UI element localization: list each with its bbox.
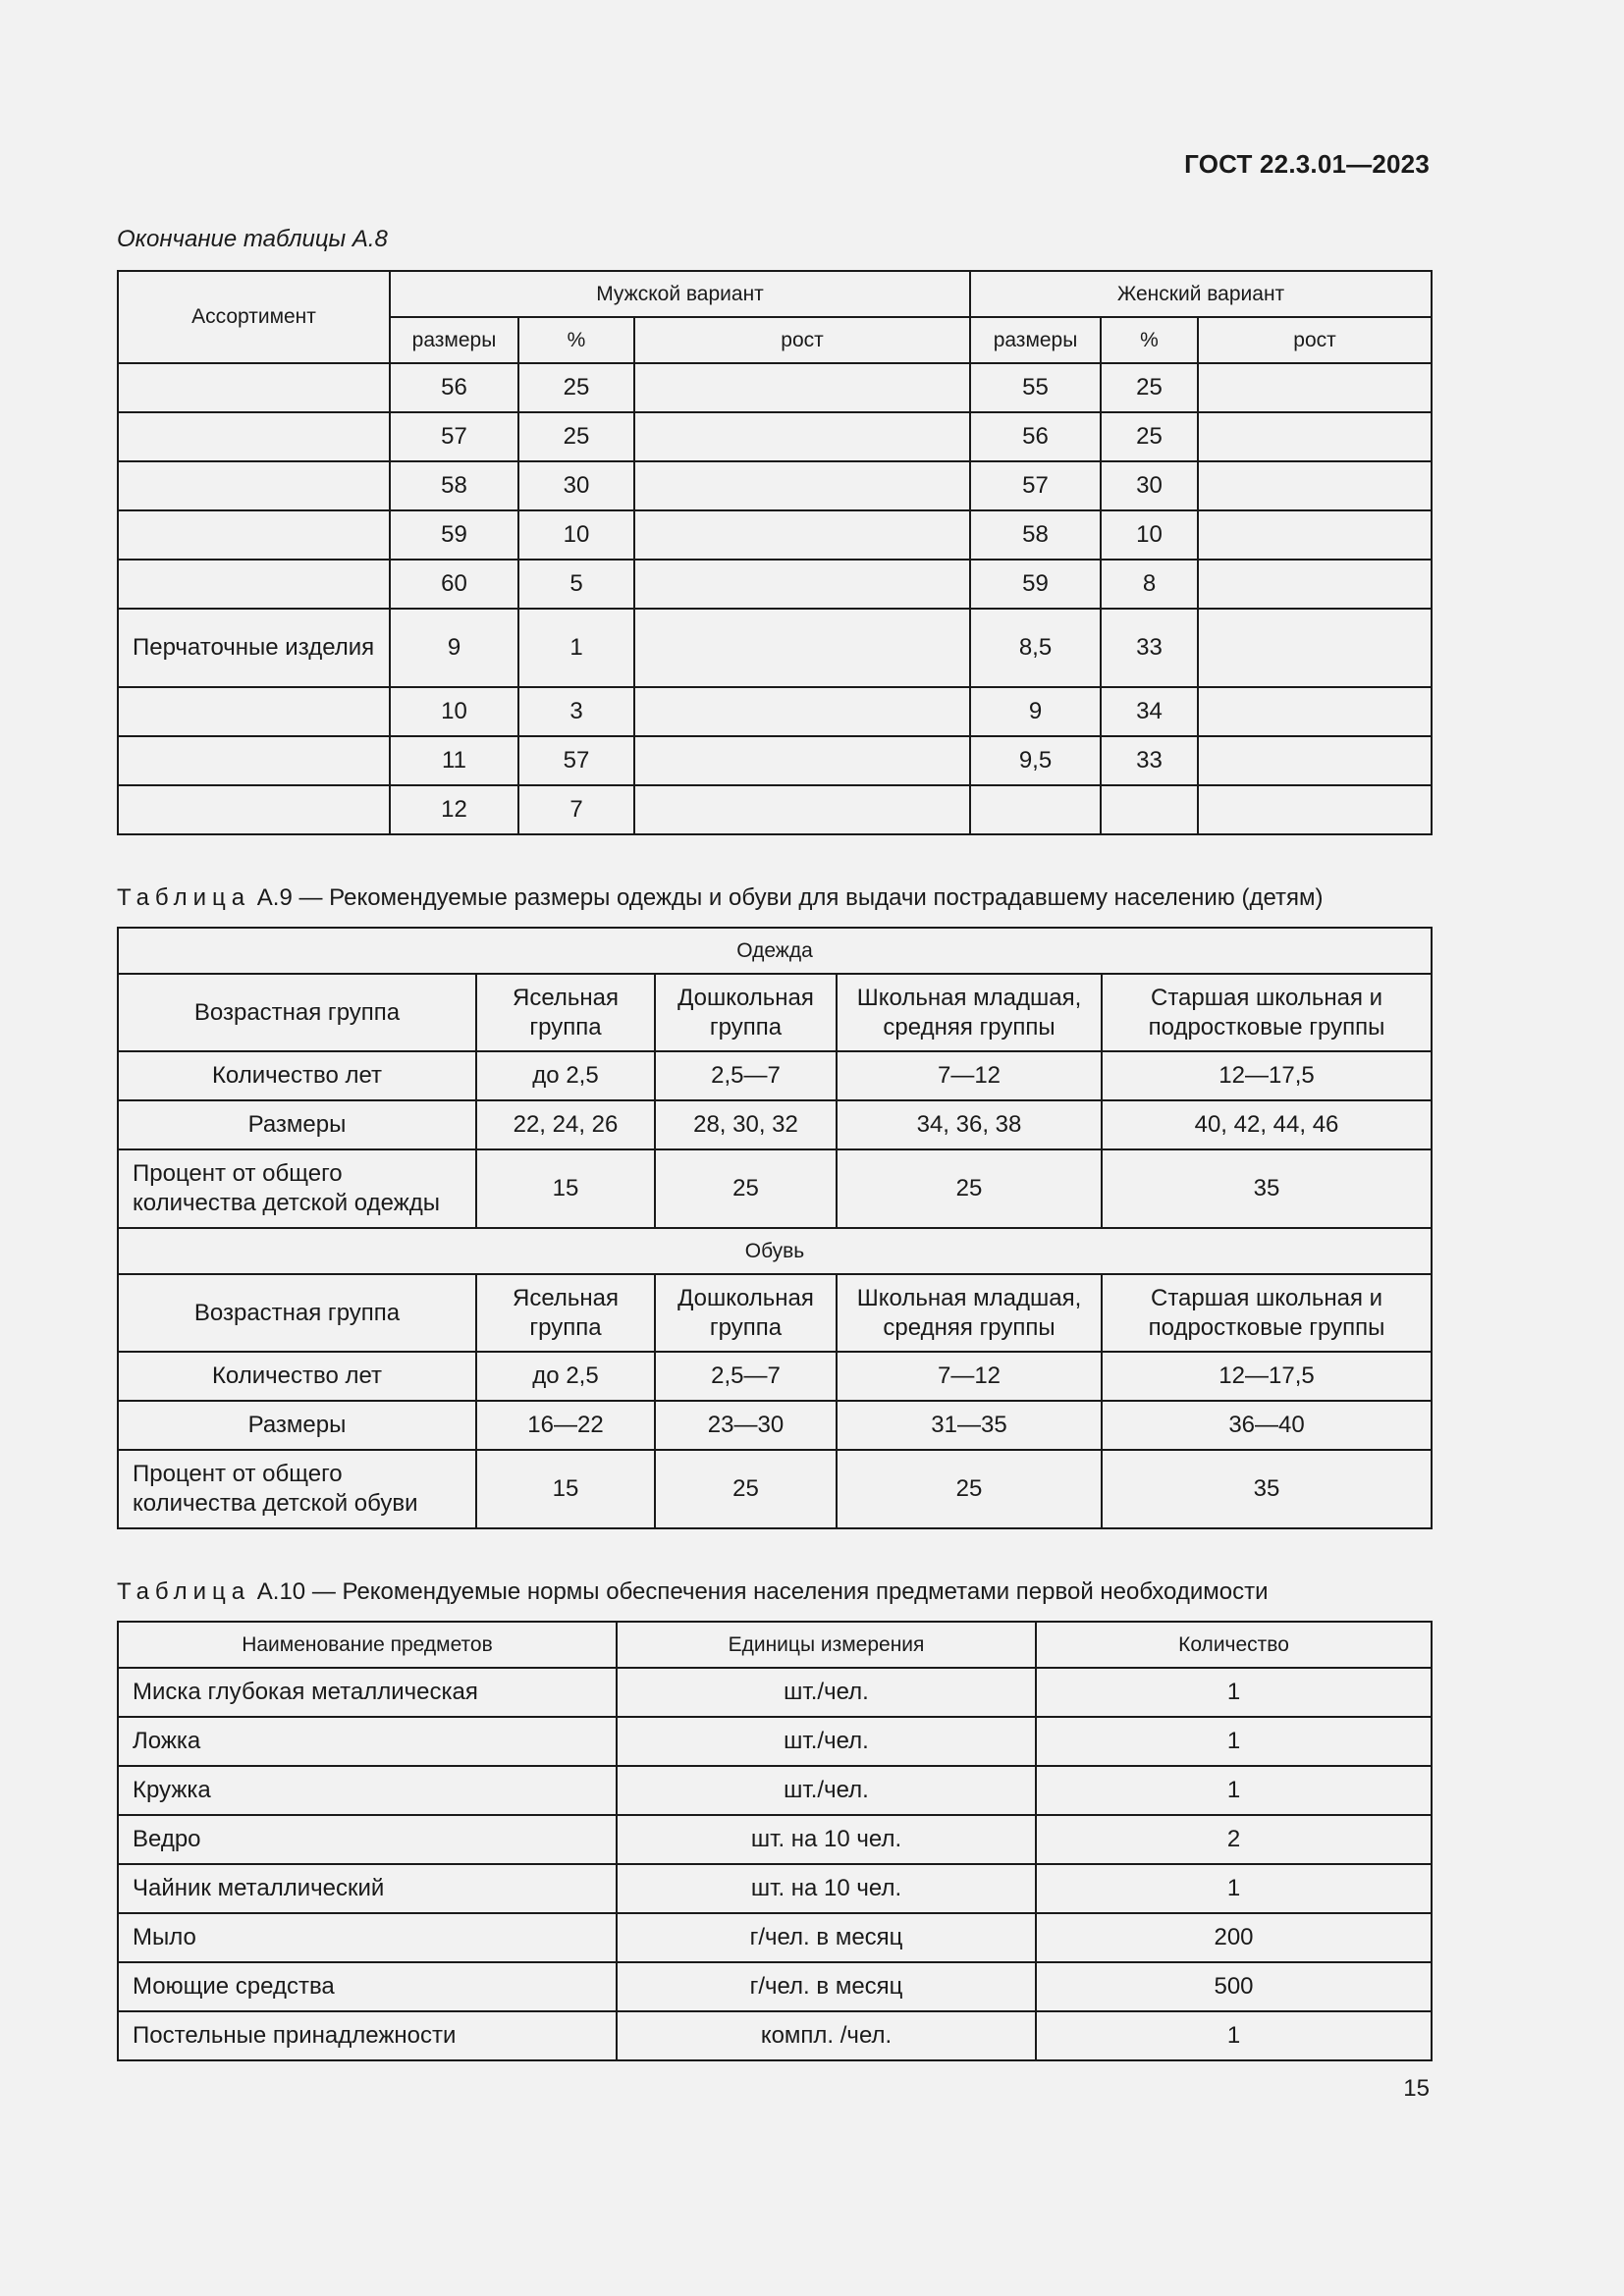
cell-unit: шт./чел. bbox=[617, 1717, 1036, 1766]
table-row bbox=[118, 785, 1432, 834]
cell-value: 35 bbox=[1102, 1149, 1432, 1228]
cell-male-percent: 57 bbox=[518, 736, 634, 785]
row-label: Возрастная группа bbox=[118, 1274, 476, 1352]
cell-value: Ясельная группа bbox=[476, 974, 655, 1051]
cell-value: 28, 30, 32 bbox=[655, 1100, 837, 1149]
cell-quantity: 200 bbox=[1036, 1913, 1432, 1962]
cell-male-height bbox=[634, 363, 970, 412]
table-row bbox=[118, 974, 1432, 1051]
cell-male-size: 10 bbox=[390, 687, 518, 736]
cell-value: Школьная младшая, средняя группы bbox=[837, 1274, 1102, 1352]
section-title-clothing: Одежда bbox=[118, 928, 1432, 974]
cell-male-height bbox=[634, 461, 970, 510]
cell-female-size: 9 bbox=[970, 687, 1101, 736]
cell-item-name: Чайник металлический bbox=[118, 1864, 617, 1913]
cell-item-name: Мыло bbox=[118, 1913, 617, 1962]
table-row bbox=[118, 1766, 1432, 1815]
row-label: Процент от общего количества детской обуви bbox=[118, 1450, 476, 1528]
cell-female-percent: 30 bbox=[1101, 461, 1198, 510]
cell-value: 34, 36, 38 bbox=[837, 1100, 1102, 1149]
cell-value: Старшая школьная и подростковые группы bbox=[1102, 1274, 1432, 1352]
cell-value: 7—12 bbox=[837, 1352, 1102, 1401]
row-label: Количество лет bbox=[118, 1352, 476, 1401]
cell-quantity: 1 bbox=[1036, 1864, 1432, 1913]
header-female-height: рост bbox=[1198, 317, 1432, 363]
cell-female-percent: 8 bbox=[1101, 560, 1198, 609]
table-row bbox=[118, 1864, 1432, 1913]
table-a9 bbox=[117, 927, 1433, 1529]
table-row bbox=[118, 363, 1432, 412]
row-label: Размеры bbox=[118, 1401, 476, 1450]
cell-male-percent: 7 bbox=[518, 785, 634, 834]
cell-male-size: 59 bbox=[390, 510, 518, 560]
cell-value: 15 bbox=[476, 1149, 655, 1228]
cell-male-percent: 10 bbox=[518, 510, 634, 560]
table-a8-body bbox=[118, 363, 1432, 834]
header-unit: Единицы измерения bbox=[617, 1622, 1036, 1668]
header-male-height: рост bbox=[634, 317, 970, 363]
cell-male-percent: 25 bbox=[518, 412, 634, 461]
document-code: ГОСТ 22.3.01—2023 bbox=[1184, 149, 1430, 179]
cell-value: 25 bbox=[655, 1149, 837, 1228]
cell-value: Дошкольная группа bbox=[655, 974, 837, 1051]
cell-female-percent: 33 bbox=[1101, 736, 1198, 785]
cell-assortment bbox=[118, 461, 390, 510]
page-number: 15 bbox=[1403, 2075, 1430, 2102]
table-row bbox=[118, 1668, 1432, 1717]
cell-assortment bbox=[118, 412, 390, 461]
cell-male-size: 11 bbox=[390, 736, 518, 785]
cell-male-percent: 3 bbox=[518, 687, 634, 736]
table-row bbox=[118, 510, 1432, 560]
cell-male-size: 58 bbox=[390, 461, 518, 510]
cell-male-size: 60 bbox=[390, 560, 518, 609]
table-row bbox=[118, 1450, 1432, 1528]
cell-male-size: 9 bbox=[390, 609, 518, 687]
header-item-name: Наименование предметов bbox=[118, 1622, 617, 1668]
cell-male-percent: 1 bbox=[518, 609, 634, 687]
cell-male-height bbox=[634, 687, 970, 736]
cell-value: 25 bbox=[837, 1450, 1102, 1528]
cell-female-size bbox=[970, 785, 1101, 834]
cell-value: 31—35 bbox=[837, 1401, 1102, 1450]
header-female-sizes: размеры bbox=[970, 317, 1101, 363]
row-label: Процент от общего количества детской одежды bbox=[118, 1149, 476, 1228]
cell-female-percent bbox=[1101, 785, 1198, 834]
cell-value: 25 bbox=[655, 1450, 837, 1528]
header-female-percent: % bbox=[1101, 317, 1198, 363]
cell-quantity: 1 bbox=[1036, 1668, 1432, 1717]
cell-female-size: 57 bbox=[970, 461, 1101, 510]
cell-item-name: Кружка bbox=[118, 1766, 617, 1815]
cell-female-percent: 10 bbox=[1101, 510, 1198, 560]
cell-item-name: Моющие средства bbox=[118, 1962, 617, 2011]
row-label: Количество лет bbox=[118, 1051, 476, 1100]
table-row bbox=[118, 1274, 1432, 1352]
cell-value: 36—40 bbox=[1102, 1401, 1432, 1450]
cell-value: 23—30 bbox=[655, 1401, 837, 1450]
table-row bbox=[118, 461, 1432, 510]
cell-female-size: 56 bbox=[970, 412, 1101, 461]
row-label: Возрастная группа bbox=[118, 974, 476, 1051]
cell-value: 2,5—7 bbox=[655, 1051, 837, 1100]
table-row bbox=[118, 1962, 1432, 2011]
header-assortment: Ассортимент bbox=[118, 271, 390, 363]
table-a8-caption: Окончание таблицы А.8 bbox=[117, 226, 388, 252]
cell-value: 22, 24, 26 bbox=[476, 1100, 655, 1149]
table-row bbox=[118, 412, 1432, 461]
cell-male-height bbox=[634, 785, 970, 834]
header-male-percent: % bbox=[518, 317, 634, 363]
cell-unit: шт. на 10 чел. bbox=[617, 1864, 1036, 1913]
cell-unit: шт./чел. bbox=[617, 1766, 1036, 1815]
cell-assortment bbox=[118, 510, 390, 560]
section-row bbox=[118, 1228, 1432, 1274]
table-a9-caption-label: Таблица bbox=[117, 884, 251, 911]
row-label: Размеры bbox=[118, 1100, 476, 1149]
cell-value: 16—22 bbox=[476, 1401, 655, 1450]
section-row bbox=[118, 928, 1432, 974]
cell-female-size: 55 bbox=[970, 363, 1101, 412]
cell-male-size: 12 bbox=[390, 785, 518, 834]
cell-unit: г/чел. в месяц bbox=[617, 1913, 1036, 1962]
cell-female-height bbox=[1198, 687, 1432, 736]
cell-item-name: Ложка bbox=[118, 1717, 617, 1766]
cell-value: Ясельная группа bbox=[476, 1274, 655, 1352]
table-row bbox=[118, 1149, 1432, 1228]
cell-male-height bbox=[634, 412, 970, 461]
cell-value: 7—12 bbox=[837, 1051, 1102, 1100]
cell-female-percent: 33 bbox=[1101, 609, 1198, 687]
cell-female-height bbox=[1198, 785, 1432, 834]
table-row bbox=[118, 736, 1432, 785]
cell-male-size: 57 bbox=[390, 412, 518, 461]
cell-female-height bbox=[1198, 363, 1432, 412]
table-row bbox=[118, 1051, 1432, 1100]
cell-value: 35 bbox=[1102, 1450, 1432, 1528]
cell-value: Дошкольная группа bbox=[655, 1274, 837, 1352]
table-row bbox=[118, 1352, 1432, 1401]
cell-female-size: 58 bbox=[970, 510, 1101, 560]
table-row bbox=[118, 609, 1432, 687]
cell-assortment bbox=[118, 363, 390, 412]
cell-value: 2,5—7 bbox=[655, 1352, 837, 1401]
cell-item-name: Постельные принадлежности bbox=[118, 2011, 617, 2060]
cell-value: до 2,5 bbox=[476, 1352, 655, 1401]
cell-female-height bbox=[1198, 560, 1432, 609]
table-row bbox=[118, 1913, 1432, 1962]
table-a9-caption-text: А.9 — Рекомендуемые размеры одежды и обуви для выдачи пострадавшему населению (детям) bbox=[256, 884, 1324, 911]
table-row bbox=[118, 1100, 1432, 1149]
table-a10 bbox=[117, 1621, 1433, 2061]
table-row bbox=[118, 560, 1432, 609]
cell-female-size: 9,5 bbox=[970, 736, 1101, 785]
cell-male-size: 56 bbox=[390, 363, 518, 412]
cell-assortment: Перчаточные изделия bbox=[118, 609, 390, 687]
cell-quantity: 2 bbox=[1036, 1815, 1432, 1864]
cell-quantity: 500 bbox=[1036, 1962, 1432, 2011]
cell-assortment bbox=[118, 736, 390, 785]
table-a8 bbox=[117, 270, 1433, 835]
cell-unit: шт. на 10 чел. bbox=[617, 1815, 1036, 1864]
cell-unit: г/чел. в месяц bbox=[617, 1962, 1036, 2011]
cell-value: до 2,5 bbox=[476, 1051, 655, 1100]
cell-female-percent: 25 bbox=[1101, 363, 1198, 412]
table-a10-caption-label: Таблица bbox=[117, 1578, 251, 1605]
header-male-sizes: размеры bbox=[390, 317, 518, 363]
table-row bbox=[118, 2011, 1432, 2060]
table-a10-caption-text: А.10 — Рекомендуемые нормы обеспечения населения предметами первой необходимости bbox=[256, 1578, 1269, 1605]
cell-value: Старшая школьная и подростковые группы bbox=[1102, 974, 1432, 1051]
cell-assortment bbox=[118, 785, 390, 834]
cell-value: 12—17,5 bbox=[1102, 1051, 1432, 1100]
cell-assortment bbox=[118, 560, 390, 609]
header-male-variant: Мужской вариант bbox=[390, 271, 970, 317]
cell-quantity: 1 bbox=[1036, 2011, 1432, 2060]
cell-male-height bbox=[634, 560, 970, 609]
cell-value: 25 bbox=[837, 1149, 1102, 1228]
cell-male-height bbox=[634, 609, 970, 687]
cell-male-percent: 5 bbox=[518, 560, 634, 609]
cell-female-height bbox=[1198, 412, 1432, 461]
cell-female-height bbox=[1198, 461, 1432, 510]
cell-assortment bbox=[118, 687, 390, 736]
cell-female-height bbox=[1198, 736, 1432, 785]
cell-male-height bbox=[634, 510, 970, 560]
cell-female-size: 59 bbox=[970, 560, 1101, 609]
table-row bbox=[118, 1717, 1432, 1766]
header-female-variant: Женский вариант bbox=[970, 271, 1432, 317]
cell-value: 15 bbox=[476, 1450, 655, 1528]
cell-female-height bbox=[1198, 609, 1432, 687]
cell-item-name: Миска глубокая металлическая bbox=[118, 1668, 617, 1717]
cell-female-size: 8,5 bbox=[970, 609, 1101, 687]
table-row bbox=[118, 687, 1432, 736]
table-row bbox=[118, 1401, 1432, 1450]
cell-value: 40, 42, 44, 46 bbox=[1102, 1100, 1432, 1149]
cell-unit: шт./чел. bbox=[617, 1668, 1036, 1717]
table-a10-caption bbox=[117, 1578, 1269, 1606]
table-row bbox=[118, 1815, 1432, 1864]
cell-quantity: 1 bbox=[1036, 1717, 1432, 1766]
cell-quantity: 1 bbox=[1036, 1766, 1432, 1815]
cell-value: 12—17,5 bbox=[1102, 1352, 1432, 1401]
cell-male-height bbox=[634, 736, 970, 785]
cell-female-percent: 25 bbox=[1101, 412, 1198, 461]
table-a9-caption bbox=[117, 884, 1324, 912]
cell-unit: компл. /чел. bbox=[617, 2011, 1036, 2060]
cell-male-percent: 25 bbox=[518, 363, 634, 412]
cell-male-percent: 30 bbox=[518, 461, 634, 510]
cell-female-height bbox=[1198, 510, 1432, 560]
section-title-footwear: Обувь bbox=[118, 1228, 1432, 1274]
cell-female-percent: 34 bbox=[1101, 687, 1198, 736]
cell-item-name: Ведро bbox=[118, 1815, 617, 1864]
cell-value: Школьная младшая, средняя группы bbox=[837, 974, 1102, 1051]
header-quantity: Количество bbox=[1036, 1622, 1432, 1668]
